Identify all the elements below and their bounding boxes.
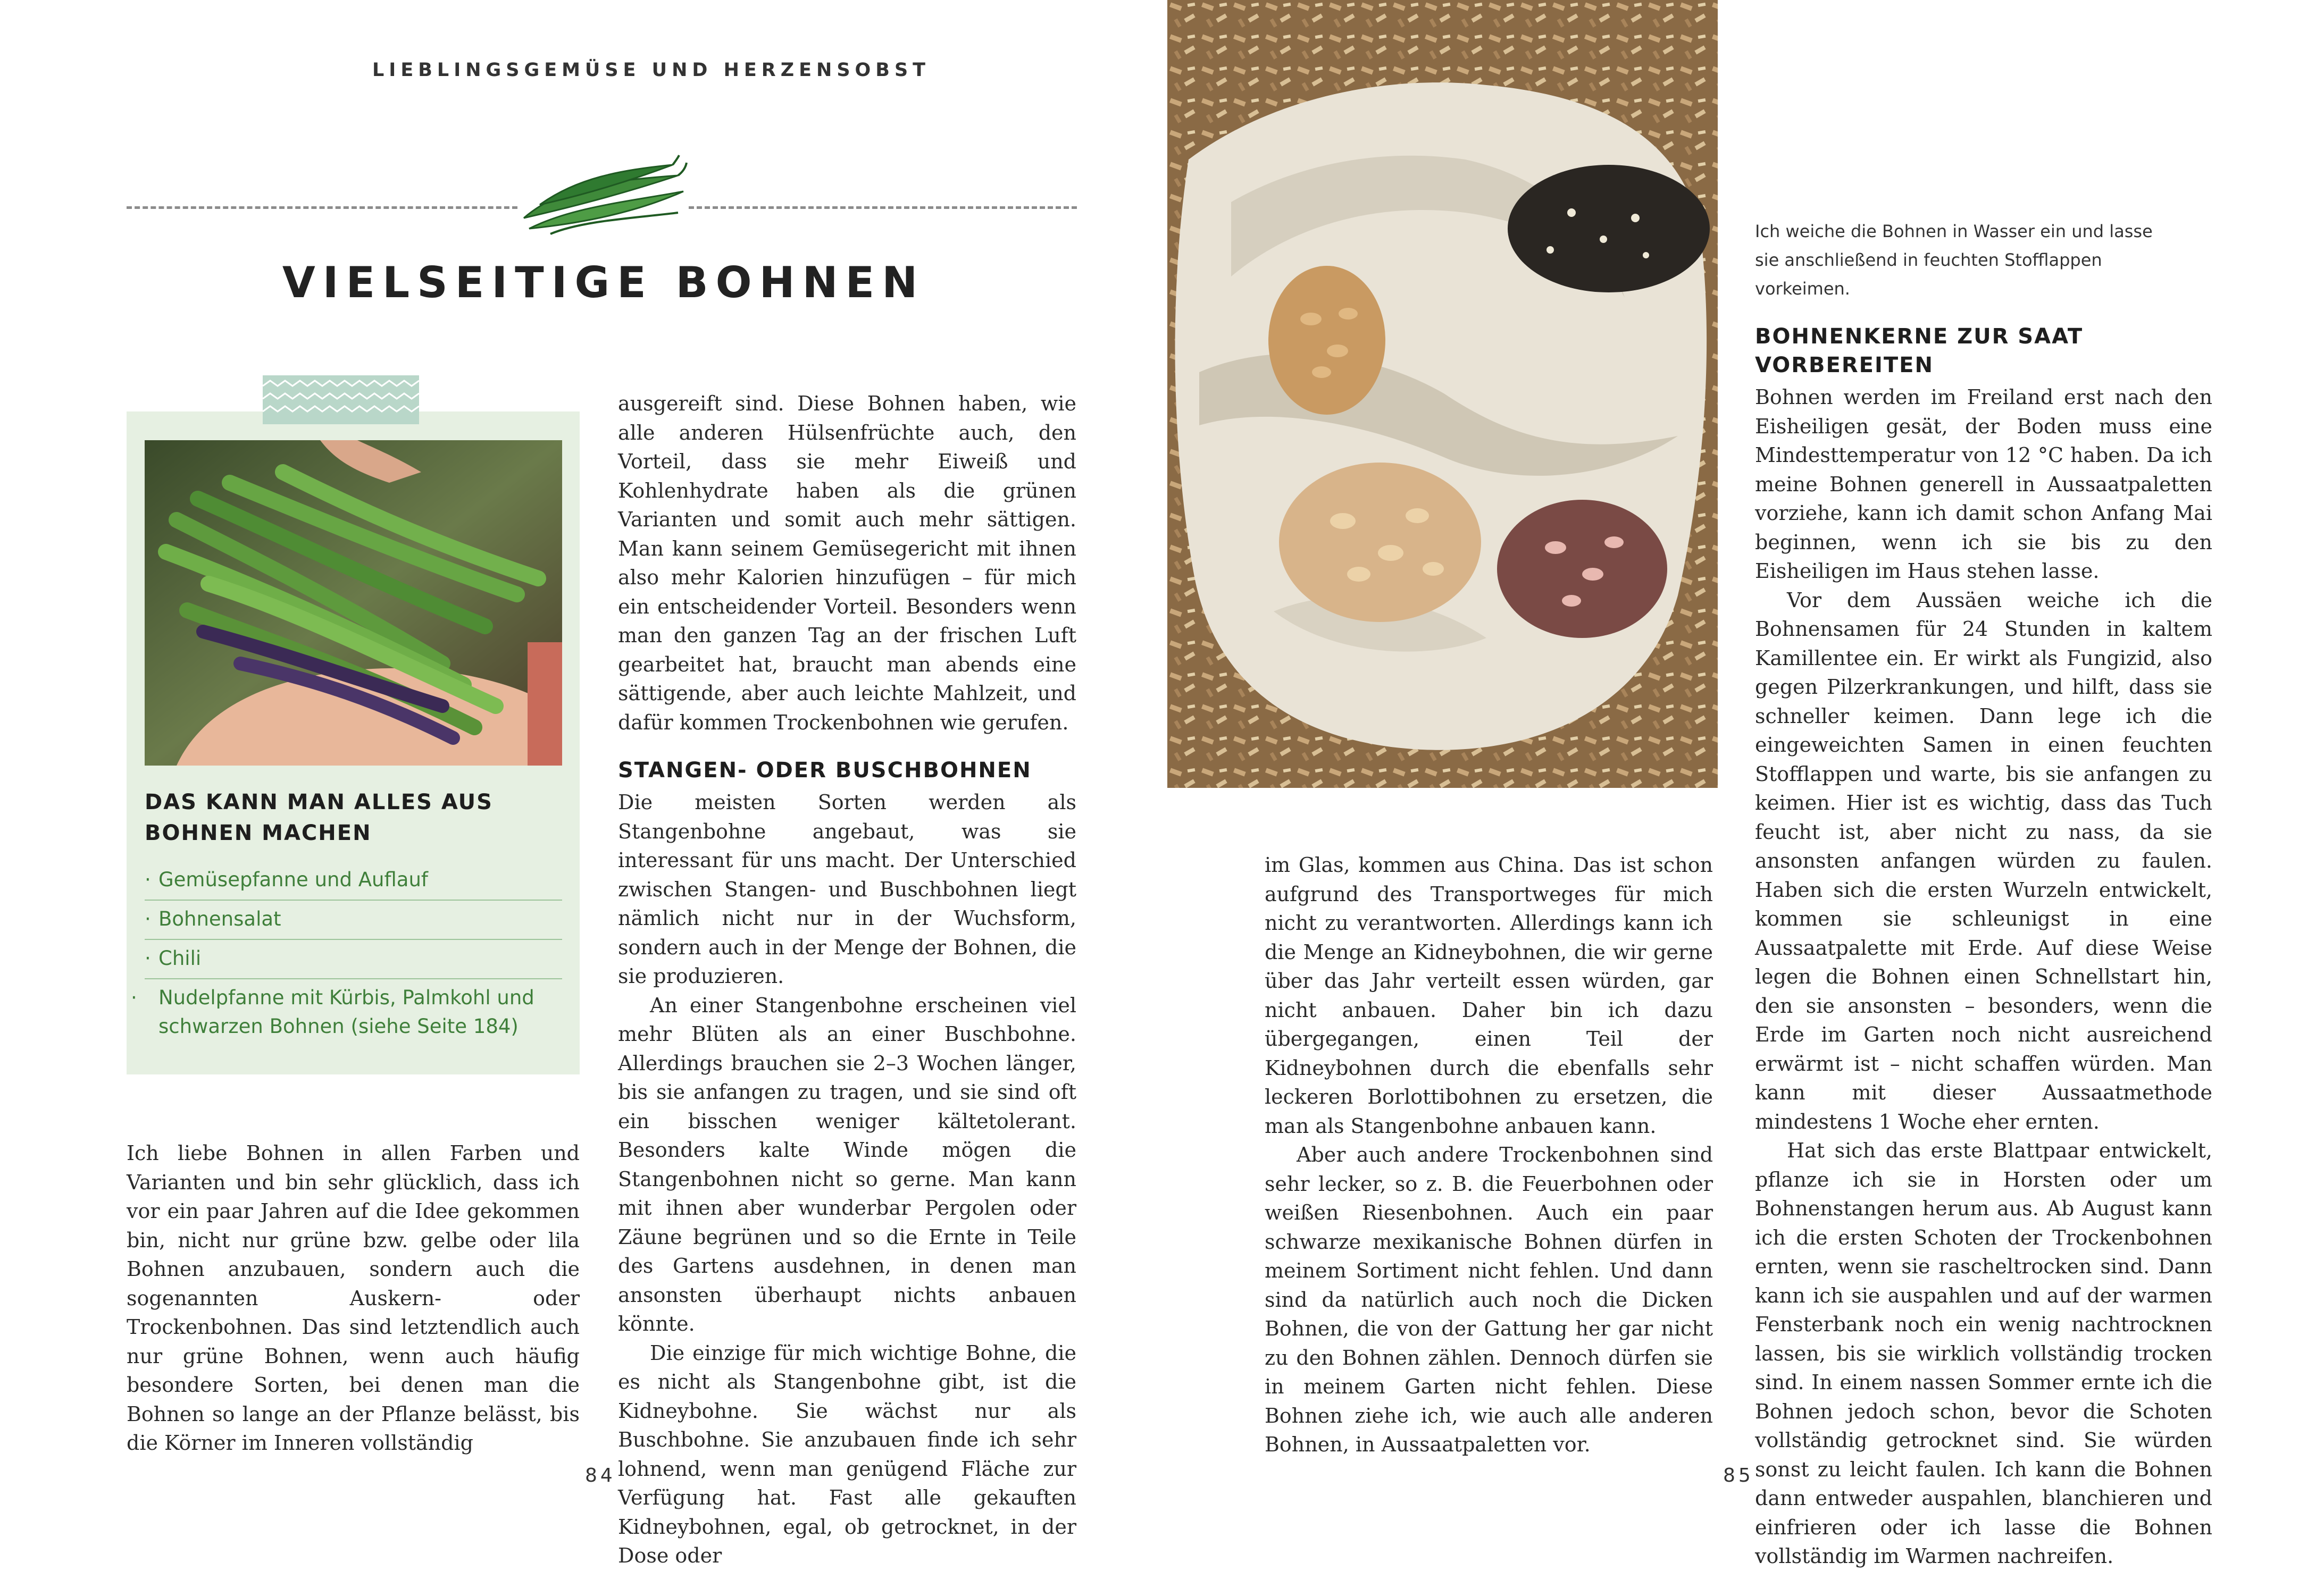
paragraph: im Glas, kommen aus China. Das ist schon aufgrund des Transportweges für mich nicht zu verantworten. Allerdings kann ich die Menge an Kidneybohnen, die wir gerne über das Jahr verteilt essen würden, gar nicht anbauen. Daher bin ich dazu übergegangen, einen Teil der Kidneybohnen durch die ebenfalls sehr leckeren Borlottibohnen zu ersetzen, die man als Stangenbohne anbauen kann. <box>1265 853 1713 1138</box>
paragraph: An einer Stangenbohne erscheinen viel mehr Blüten als an einer Buschbohne. Allerdings brauchen sie 2–3 Wochen länger, bis sie anfangen zu tragen, und sie sind oft ein bisschen weniger kältetolerant. Besonders kalte Winde mögen die Stangenbohnen nicht so gerne. Man kann mit ihnen aber wunderbar Pergolen oder Zäune begrünen und so die Ernte in Teile des Gartens ausdehnen, in denen man ansonsten überhaupt nichts anbauen könnte. <box>618 993 1076 1335</box>
paragraph: Aber auch andere Trockenbohnen sind sehr lecker, so z. B. die Feuerbohnen oder weißen Riesenbohnen. Auch ein paar schwarze mexikanische Bohnen dürfen in meinem Sortiment nicht fehlen. Und dann sind da natürlich auch noch die Dicken Bohnen, die von der Gattung her gar nicht zu den Bohnen zählen. Dennoch dürfen sie in meinem Garten nicht fehlen. Diese Bohnen ziehe ich, wie auch alle anderen Bohnen, in Aussaatpaletten vor. <box>1265 1143 1713 1456</box>
dashed-rule-right <box>689 206 1077 209</box>
paragraph: Bohnen werden im Freiland erst nach den Eisheiligen gesät, der Boden muss eine Mindesttemperatur von 12 °C haben. Da ich meine Bohnen generell in Aussaatpaletten vorziehe, kann ich damit schon Anfang Mai beginnen, wenn ich sie bis zu den Eisheiligen im Haus stehen lasse. <box>1755 385 2212 583</box>
box-tab-pattern <box>263 375 419 424</box>
soaked-beans-photo <box>1167 0 1718 788</box>
photo-caption: Ich weiche die Bohnen in Wasser ein und lasse sie anschließend in feuchten Stofflappen vorkeimen. <box>1755 221 2153 299</box>
text-column-1 <box>127 1139 580 1458</box>
list-item: · Chili <box>145 940 562 979</box>
section-heading: STANGEN- ODER BUSCHBOHNEN <box>618 758 1032 783</box>
dashed-rule-left <box>127 206 517 209</box>
paragraph: Vor dem Aussäen weiche ich die Bohnensamen für 24 Stunden in kaltem Kamillentee ein. Er wirkt als Fungizid, also gegen Pilzerkrankungen, und hilft, dass sie schneller keimen. Dann lege ich die eingeweichten Samen in einen feuchten Stofflappen und warte, bis sie anfangen zu keimen. Hier ist es wichtig, dass das Tuch feucht ist, aber nicht zu nass, da sie ansonsten anfangen würden zu faulen. Haben sich die ersten Wurzeln entwickelt, kommen sie schleunigst in eine Aussaatpalette mit Erde. Auf diese Weise legen die Bohnen einen Schnellstart hin, den sie ansonsten – besonders, wenn die Erde im Garten noch nicht ausreichend erwärmt ist – nicht schaffen würden. Man kann mit dieser Aussaatmethode mindestens 1 Woche eher ernten. <box>1755 588 2212 1133</box>
list-item: · Nudelpfanne mit Kürbis, Palmkohl und schwarzen Bohnen (siehe Seite 184) <box>131 986 534 1038</box>
page-title: VIELSEITIGE BOHNEN <box>282 258 925 307</box>
green-beans-photo <box>145 440 562 766</box>
paragraph: Die einzige für mich wichtige Bohne, die es nicht als Stangenbohne gibt, ist die Kidneybohne. Sie wächst nur als Buschbohne. Sie anzubauen finde ich sehr lohnend, wenn man genügend Fläche zur Verfügung hat. Fast alle gekauften Kidneybohnen, egal, ob getrocknet, in der Dose oder <box>618 1341 1076 1567</box>
running-header: LIEBLINGSGEMÜSE UND HERZENSOBST <box>372 60 931 81</box>
text-column-2 <box>618 389 1076 1570</box>
box-list <box>131 861 562 1046</box>
paragraph: Ich liebe Bohnen in allen Farben und Varianten und bin sehr glücklich, dass ich vor ein paar Jahren auf die Idee gekommen bin, nicht nur grüne bzw. gelbe oder lila Bohnen anzubauen, sondern auch die sogenannten Auskern- oder Trockenbohnen. Das sind letztendlich auch nur grüne Bohnen, wenn auch häufig besondere Sorten, bei denen man die Bohnen so lange an der Pflanze belässt, bis die Körner im Inneren vollständig <box>127 1141 580 1455</box>
paragraph: ausgereift sind. Diese Bohnen haben, wie alle anderen Hülsenfrüchte auch, den Vorteil, dass sie mehr Eiweiß und Kohlenhydrate haben als die grünen Varianten und somit auch mehr sättigen. Man kann seinem Gemüsegericht mit ihnen also mehr Kalorien hinzufügen – für mich ein entscheidender Vorteil. Besonders wenn man den ganzen Tag an der frischen Luft gearbeitet hat, braucht man abends eine sättigende, aber auch leichte Mahlzeit, und dafür kommen Trockenbohnen wie gerufen. <box>618 392 1076 734</box>
page-number-left: 84 <box>585 1465 616 1486</box>
text-column-4 <box>1755 322 2212 1571</box>
paragraph: Hat sich das erste Blattpaar entwickelt, pflanze ich sie in Horsten oder um Bohnenstangen herum aus. Ab August kann ich die ersten Schoten der Trockenbohnen ernten, wenn sie rascheltrocken sind. Dann kann ich sie auspahlen und auf der warmen Fensterbank noch ein wenig nachtrocknen lassen, bis sie wirklich vollständig trocken sind. In einem nassen Sommer ernte ich die Bohnen jedoch schon, bevor die Schoten vollständig getrocknet sind. Sie würden sonst zu leicht faulen. Ich kann die Bohnen dann entweder auspahlen, blanchieren und einfrieren oder ich lasse die Bohnen vollständig im Warmen nachreifen. <box>1755 1139 2212 1568</box>
green-beans-illustration <box>519 154 689 239</box>
page-number-right: 85 <box>1723 1465 1754 1486</box>
text-column-3 <box>1265 851 1713 1459</box>
box-title: DAS KANN MAN ALLES AUS BOHNEN MACHEN <box>145 790 493 845</box>
list-item: · Gemüsepfanne und Auflauf <box>145 861 562 901</box>
list-item: · Bohnensalat <box>145 901 562 940</box>
paragraph: Die meisten Sorten werden als Stangenbohne angebaut, was sie interessant für uns macht. Der Unterschied zwischen Stangen- und Buschbohnen liegt nämlich nicht nur in der Wuchsform, sondern auch in der Menge der Bohnen, die sie produzieren. <box>618 791 1076 988</box>
section-heading: BOHNENKERNE ZUR SAAT VORBEREITEN <box>1755 324 2084 377</box>
